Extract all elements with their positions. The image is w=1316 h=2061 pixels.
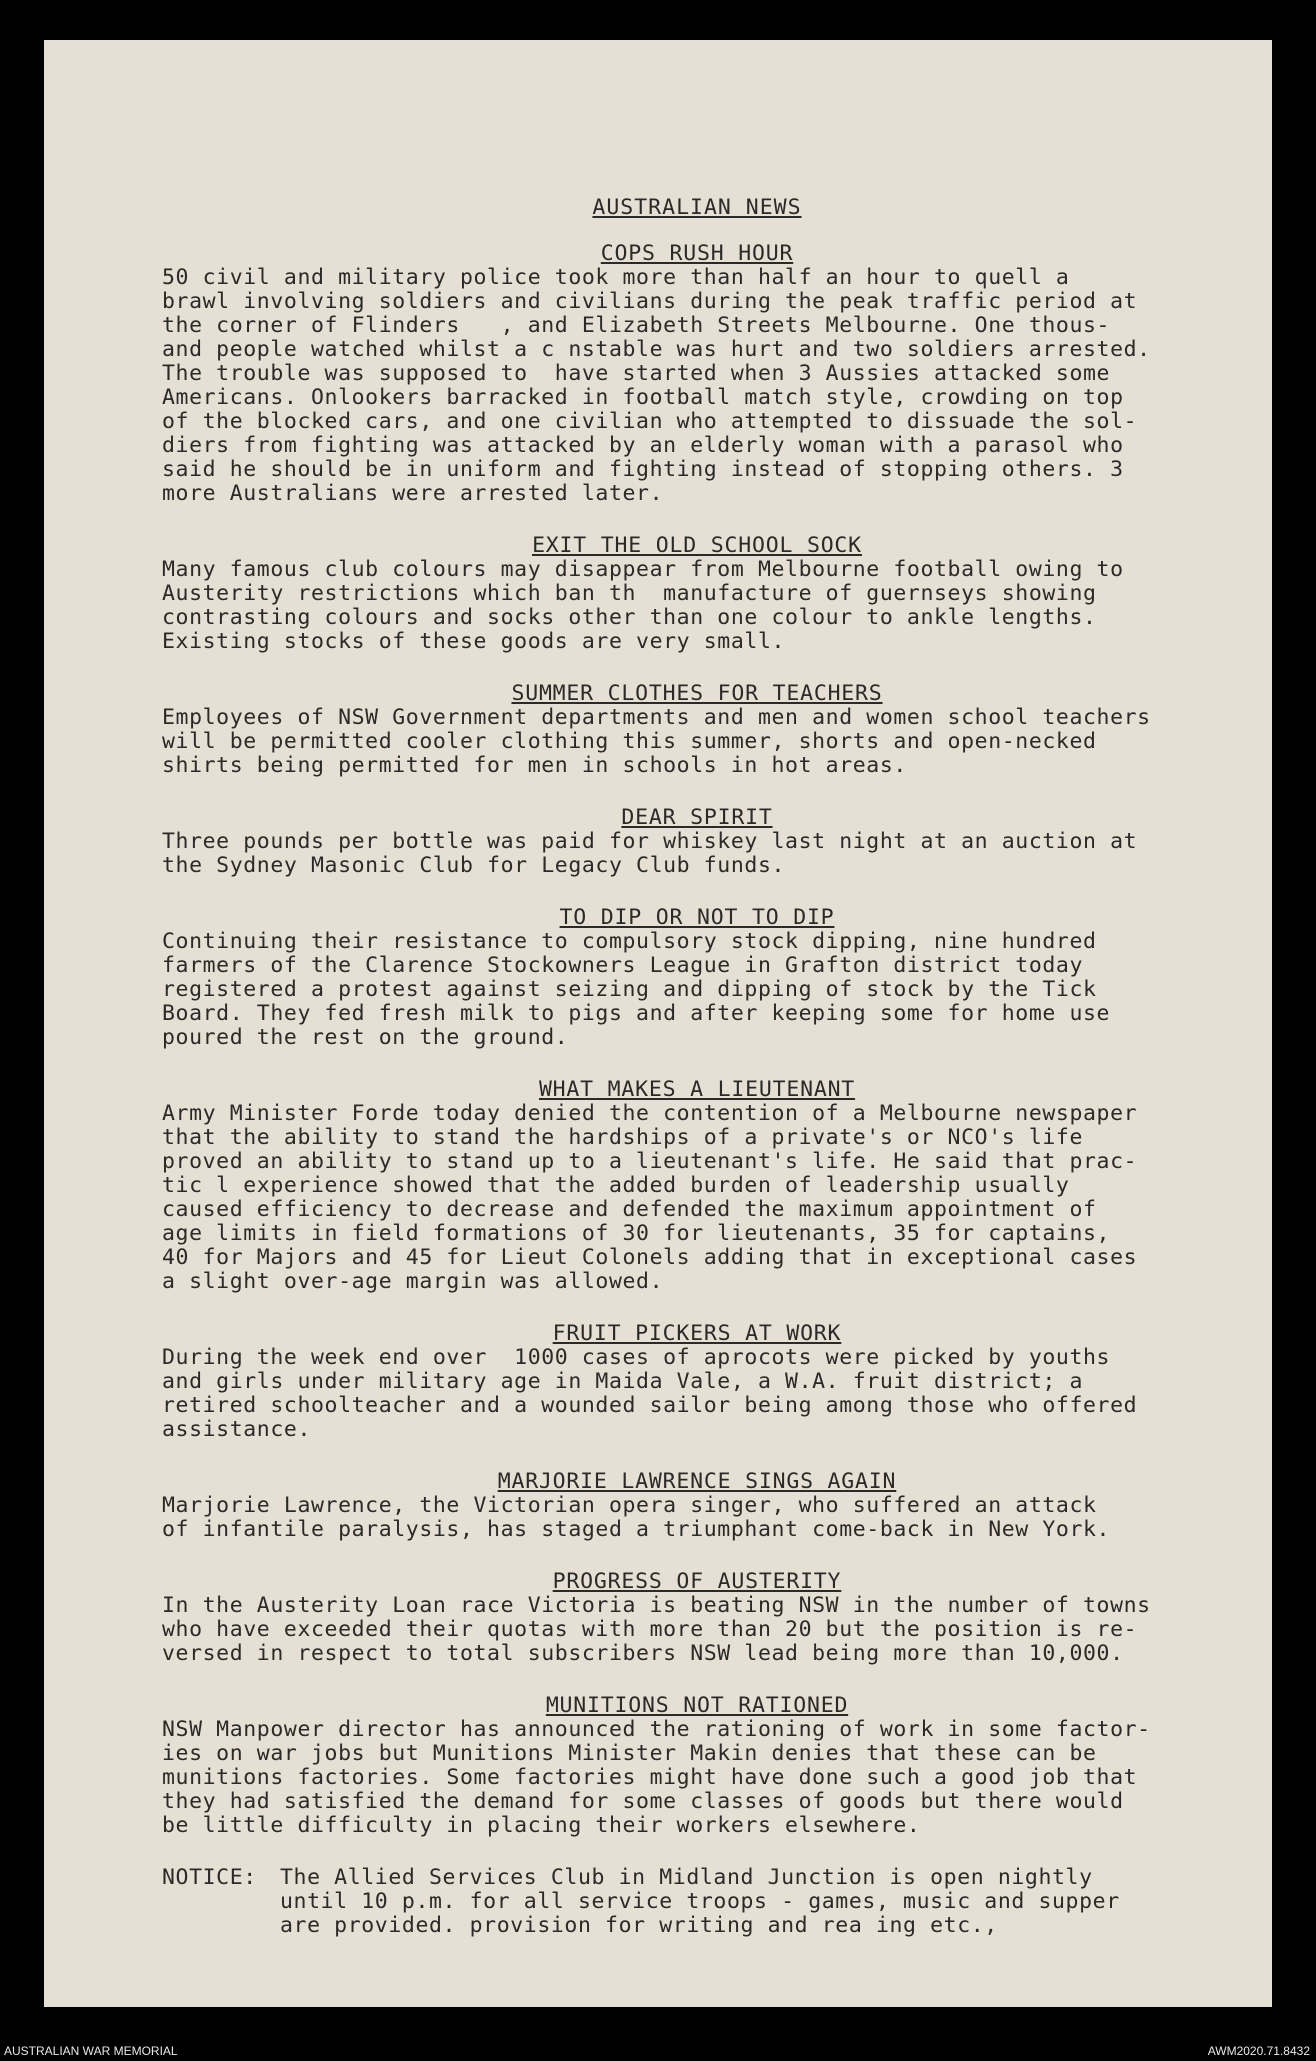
story-list xyxy=(162,242,1232,1838)
footer-accession-number: AWM2020.71.8432 xyxy=(1207,2044,1310,2058)
story-headline: DEAR SPIRIT xyxy=(621,805,773,830)
story-text-line: and girls under military age in Maida Vale, a W.A. fruit district; a xyxy=(162,1369,1083,1394)
story-text-line: the corner of Flinders , and Elizabeth Streets Melbourne. One thous- xyxy=(162,313,1111,338)
news-story xyxy=(162,1322,1232,1442)
news-story xyxy=(162,242,1232,506)
story-text-line: Army Minister Forde today denied the contention of a Melbourne newspaper xyxy=(162,1101,1138,1126)
story-text-line: Marjorie Lawrence, the Victorian opera singer, who suffered an attack xyxy=(162,1493,1097,1518)
story-text-line: In the Austerity Loan race Victoria is beating NSW in the number of towns xyxy=(162,1593,1151,1618)
story-text-line: 40 for Majors and 45 for Lieut Colonels adding that in exceptional cases xyxy=(162,1245,1138,1270)
story-text-line: the Sydney Masonic Club for Legacy Club funds. xyxy=(162,853,786,878)
notice-text-line: The Allied Services Club in Midland Junction is open nightly xyxy=(280,1865,1093,1890)
story-text-line: farmers of the Clarence Stockowners League in Grafton district today xyxy=(162,953,1083,978)
story-text-line: poured the rest on the ground. xyxy=(162,1025,569,1050)
story-headline: COPS RUSH HOUR xyxy=(600,241,794,266)
story-text-line: age limits in field formations of 30 for lieutenants, 35 for captains, xyxy=(162,1221,1111,1246)
document-content xyxy=(162,196,1232,1938)
story-text-line: assistance. xyxy=(162,1417,311,1442)
story-text-line: Three pounds per bottle was paid for whiskey last night at an auction at xyxy=(162,829,1138,854)
story-headline: WHAT MAKES A LIEUTENANT xyxy=(538,1077,856,1102)
story-text-line: Existing stocks of these goods are very small. xyxy=(162,629,786,654)
story-text-line: versed in respect to total subscribers NSW lead being more than 10,000. xyxy=(162,1641,1124,1666)
story-text-line: who have exceeded their quotas with more than 20 but the position is re- xyxy=(162,1617,1138,1642)
news-story xyxy=(162,682,1232,778)
story-text-line: they had satisfied the demand for some classes of goods but there would xyxy=(162,1789,1124,1814)
story-text-line: munitions factories. Some factories might have done such a good job that xyxy=(162,1765,1138,1790)
story-text-line: and people watched whilst a c nstable was hurt and two soldiers arrested. xyxy=(162,337,1151,362)
story-text-line: Americans. Onlookers barracked in football match style, crowding on top xyxy=(162,385,1124,410)
masthead: AUSTRALIAN NEWS xyxy=(592,195,802,220)
story-text-line: contrasting colours and socks other than one colour to ankle lengths. xyxy=(162,605,1097,630)
story-text-line: of the blocked cars, and one civilian who attempted to dissuade the sol- xyxy=(162,409,1138,434)
story-headline: SUMMER CLOTHES FOR TEACHERS xyxy=(511,681,883,706)
notice-text-line: are provided. provision for writing and rea ing etc., xyxy=(280,1913,998,1938)
news-story xyxy=(162,1470,1232,1542)
story-headline: MARJORIE LAWRENCE SINGS AGAIN xyxy=(497,1469,897,1494)
story-text-line: diers from fighting was attacked by an elderly woman with a parasol who xyxy=(162,433,1124,458)
story-text-line: of infantile paralysis, has staged a triumphant come-back in New York. xyxy=(162,1517,1111,1542)
story-text-line: 50 civil and military police took more than half an hour to quell a xyxy=(162,265,1070,290)
story-text-line: shirts being permitted for men in schools in hot areas. xyxy=(162,753,907,778)
story-headline: FRUIT PICKERS AT WORK xyxy=(552,1321,842,1346)
news-story xyxy=(162,534,1232,654)
story-text-line: that the ability to stand the hardships of a private's or NCO's life xyxy=(162,1125,1083,1150)
story-text-line: said he should be in uniform and fighting instead of stopping others. 3 xyxy=(162,457,1124,482)
news-story xyxy=(162,1570,1232,1666)
notice-text-line: until 10 p.m. for all service troops - games, music and supper xyxy=(280,1889,1120,1914)
news-story xyxy=(162,806,1232,878)
story-text-line: a slight over-age margin was allowed. xyxy=(162,1269,664,1294)
notice-label: NOTICE: xyxy=(162,1865,257,1890)
story-text-line: NSW Manpower director has announced the rationing of work in some factor- xyxy=(162,1717,1151,1742)
story-headline: MUNITIONS NOT RATIONED xyxy=(545,1693,849,1718)
news-story xyxy=(162,1694,1232,1838)
footer-bar xyxy=(0,2033,1316,2061)
story-text-line: Many famous club colours may disappear from Melbourne football owing to xyxy=(162,557,1124,582)
notice xyxy=(162,1866,1232,1938)
story-text-line: Board. They fed fresh milk to pigs and after keeping some for home use xyxy=(162,1001,1111,1026)
news-story xyxy=(162,1078,1232,1294)
story-text-line: brawl involving soldiers and civilians during the peak traffic period at xyxy=(162,289,1138,314)
story-headline: PROGRESS OF AUSTERITY xyxy=(552,1569,842,1594)
story-text-line: tic l experience showed that the added burden of leadership usually xyxy=(162,1173,1070,1198)
notice-text xyxy=(280,1866,1232,1938)
story-headline: TO DIP OR NOT TO DIP xyxy=(559,905,835,930)
document-page xyxy=(44,40,1272,2007)
story-text-line: ies on war jobs but Munitions Minister Makin denies that these can be xyxy=(162,1741,1097,1766)
story-text-line: caused efficiency to decrease and defended the maximum appointment of xyxy=(162,1197,1097,1222)
story-text-line: Continuing their resistance to compulsory stock dipping, nine hundred xyxy=(162,929,1097,954)
story-text-line: The trouble was supposed to have started when 3 Aussies attacked some xyxy=(162,361,1111,386)
story-text-line: more Australians were arrested later. xyxy=(162,481,664,506)
story-headline: EXIT THE OLD SCHOOL SOCK xyxy=(532,533,862,558)
story-text-line: be little difficulty in placing their workers elsewhere. xyxy=(162,1813,921,1838)
story-text-line: registered a protest against seizing and dipping of stock by the Tick xyxy=(162,977,1097,1002)
story-text-line: will be permitted cooler clothing this summer, shorts and open-necked xyxy=(162,729,1097,754)
news-story xyxy=(162,906,1232,1050)
story-text-line: Austerity restrictions which ban th manufacture of guernseys showing xyxy=(162,581,1097,606)
story-text-line: retired schoolteacher and a wounded sailor being among those who offered xyxy=(162,1393,1138,1418)
footer-credit: AUSTRALIAN WAR MEMORIAL xyxy=(4,2044,178,2058)
story-text-line: Employees of NSW Government departments and men and women school teachers xyxy=(162,705,1151,730)
story-text-line: During the week end over 1000 cases of aprocots were picked by youths xyxy=(162,1345,1111,1370)
story-text-line: proved an ability to stand up to a lieutenant's life. He said that prac- xyxy=(162,1149,1138,1174)
